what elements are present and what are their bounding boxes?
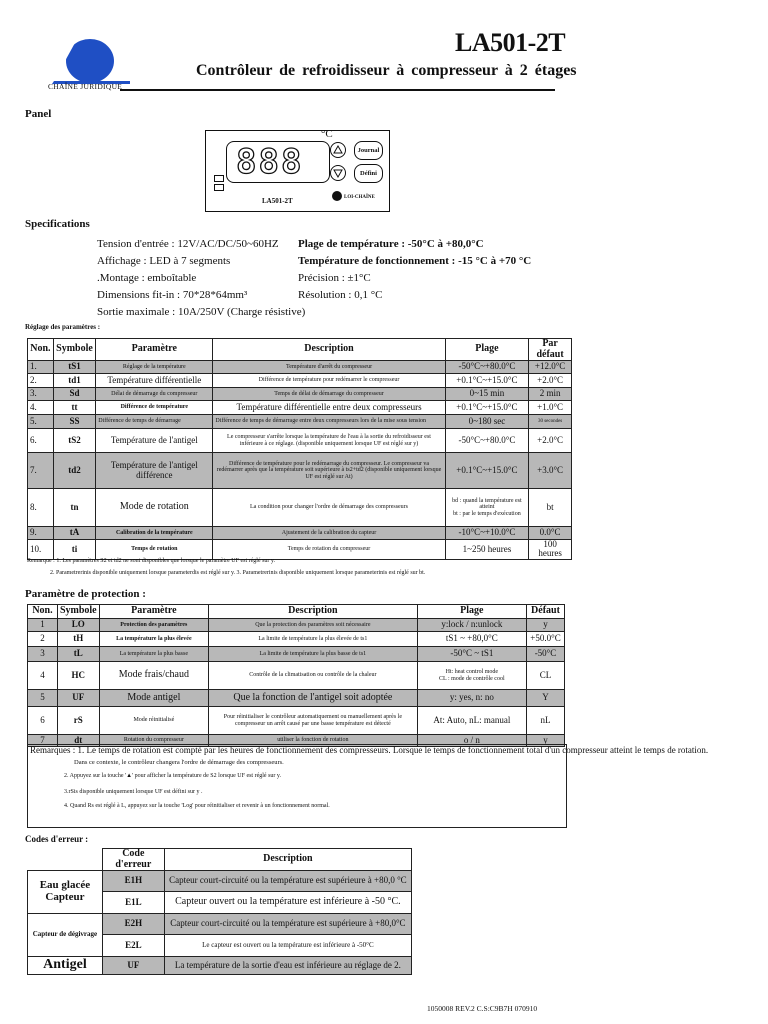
protection-table [27, 604, 565, 747]
protection-remarks-box [27, 744, 709, 828]
protection-remark: 3.rSis disponible uniquement lorsque UF est défini sur y . [64, 789, 203, 795]
params-remark-2: 2. Parametrerinis disponible uniquement lorsque parameterdis est réglé sur y. 3. Parametrerinis disponible uniquement lorsque parameterinis est réglé sur bt. [50, 570, 426, 576]
panel-model-label: LA501-2T [262, 197, 293, 205]
table-row [28, 527, 572, 540]
cell: La condition pour changer l'ordre de démarrage des compresseurs [213, 489, 445, 527]
footer-revision: 1050008 REV.2 C.S:C9B7H 070910 [427, 1004, 538, 1013]
cell: tL [57, 647, 99, 662]
indicator-leds [206, 173, 222, 193]
cell: -50°C ~ tS1 [417, 647, 526, 662]
cell: 1. [28, 361, 54, 374]
col-header: Description [213, 339, 445, 361]
cell: +2.0°C [529, 429, 572, 453]
cell: td1 [53, 374, 95, 388]
error-codes-table [27, 848, 412, 975]
cell: tA [53, 527, 95, 540]
cell: 1~250 heures [445, 540, 529, 560]
cell: 4. [28, 401, 54, 415]
params-heading: Réglage des paramètres : [25, 323, 101, 331]
cell: Capteur ouvert ou la température est inférieure à -50 °C. [164, 892, 411, 914]
seven-segment-digits: 888 [236, 142, 304, 182]
spec-item: Précision : ±1°C [298, 272, 371, 284]
cell: 1 [28, 619, 58, 632]
cell: LO [57, 619, 99, 632]
cell: 30 secondes [529, 415, 572, 429]
cell: 4 [28, 662, 58, 690]
cell: 0~15 min [445, 388, 529, 401]
protection-remark: Dans ce contexte, le contrôleur changera l'ordre de démarrage des compresseurs. [74, 759, 284, 766]
cell: E2H [102, 914, 164, 935]
col-header: Par défaut [529, 339, 572, 361]
cell: Température de l'antigel différence [96, 453, 213, 489]
cell: Que la fonction de l'antigel soit adoptée [209, 690, 418, 707]
cell: Réglage de la température [96, 361, 213, 374]
col-header: Paramètre [96, 339, 213, 361]
cell: Rotation du compresseur [99, 735, 208, 747]
cell: -50°C [527, 647, 565, 662]
cell: E2L [102, 935, 164, 957]
cell: Température de l'antigel [96, 429, 213, 453]
cell: Contrôle de la climatisation ou contrôle de la chaleur [209, 662, 418, 690]
cell: Le capteur est ouvert ou la température est inférieure à -50°C [164, 935, 411, 957]
cell: Mode frais/chaud [99, 662, 208, 690]
cell: 5. [28, 415, 54, 429]
journal-button[interactable]: Journal [354, 141, 383, 160]
cell: Capteur court-circuité ou la température est supérieure à +80,0°C [164, 914, 411, 935]
document-subtitle: Contrôleur de refroidisseur à compresseur à 2 étages [196, 62, 577, 79]
cell: td2 [53, 453, 95, 489]
cell: tS1 [53, 361, 95, 374]
cell: La limite de température la plus basse de ts1 [209, 647, 418, 662]
cell: 2 [28, 632, 58, 647]
col-header: Plage [417, 605, 526, 619]
cell: -50°C~+80.0°C [445, 361, 529, 374]
cell: tS1 ~ +80,0°C [417, 632, 526, 647]
cell: 10. [28, 540, 54, 560]
cell: Température d'arrêt du compresseur [213, 361, 445, 374]
cell: Délai de démarrage du compresseur [96, 388, 213, 401]
params-remark-1: Remarque : 1. Les paramètres S2 et td2 ne sont disponibles que lorsque le paramètre UF est réglé sur y. [27, 558, 276, 564]
spec-item: .Montage : emboîtable [97, 272, 197, 284]
cell: Différence de temps de démarrage [96, 415, 213, 429]
cell: Ajustement de la calibration du capteur [213, 527, 445, 540]
cell: Différence de température pour redémarrer le compresseur [213, 374, 445, 388]
cell: Différence de température [96, 401, 213, 415]
table-row [28, 401, 572, 415]
col-header: Symbole [53, 339, 95, 361]
protection-remark: Remarques : 1. Le temps de rotation est compté par les heures de fonctionnement des compresseurs. Lorsque le temps de fonctionnement total d'un compresseur atteint le temps de rotation. [30, 745, 709, 755]
cell: 6. [28, 429, 54, 453]
table-row [28, 388, 572, 401]
cell: UF [57, 690, 99, 707]
cell: Différence de température pour le redémarrage du compresseur. Le compresseur va redémarrer après que la température soit supérieure à ts2+td2 (disponible uniquement lorsque UF est réglé sur At) [213, 453, 445, 489]
protection-remark: 4. Quand Rs est réglé à L, appuyez sur la touche 'Log' pour réinitialiser et revenir à un fonctionnement normal. [64, 803, 330, 809]
col-header: Symbole [57, 605, 99, 619]
col-header: Code d'erreur [102, 849, 164, 871]
cell: utiliser la fonction de rotation [209, 735, 418, 747]
table-row [28, 374, 572, 388]
cell: dt [57, 735, 99, 747]
cell: rS [57, 707, 99, 735]
title-rule [120, 89, 555, 91]
table-row [28, 632, 565, 647]
cell: La température la plus basse [99, 647, 208, 662]
spec-item: Sortie maximale : 10A/250V (Charge résistive) [97, 306, 306, 318]
cell: Y [527, 690, 565, 707]
cell: 7. [28, 453, 54, 489]
cell: tt [53, 401, 95, 415]
cell: Ht: heat control mode CL : mode de contrôle cool [417, 662, 526, 690]
spec-item: Affichage : LED à 7 segments [97, 255, 231, 267]
model-title: LA501-2T [455, 28, 566, 57]
cell: 3 [28, 647, 58, 662]
cell: 0~180 sec [445, 415, 529, 429]
controller-panel-drawing [205, 130, 390, 212]
cell: +0.1°C~+15.0°C [445, 401, 529, 415]
table-row [28, 429, 572, 453]
cell: tH [57, 632, 99, 647]
cell: HC [57, 662, 99, 690]
cell: La limite de température la plus élevée de ts1 [209, 632, 418, 647]
cell: ti [53, 540, 95, 560]
spec-item: Plage de température : -50°C à +80,0°C [298, 238, 484, 250]
cell: 7 [28, 735, 58, 747]
table-row [28, 690, 565, 707]
cell: La température de la sortie d'eau est inférieure au réglage de 2. [164, 957, 411, 975]
cell: La température la plus élevée [99, 632, 208, 647]
degree-mark: °C [321, 128, 333, 140]
spec-left-list [97, 236, 305, 321]
cell: Mode antigel [99, 690, 208, 707]
spec-item: Tension d'entrée : 12V/AC/DC/50~60HZ [97, 238, 279, 250]
cell: 100 heures [529, 540, 572, 560]
params-table [27, 338, 572, 560]
errors-heading: Codes d'erreur : [25, 834, 89, 844]
cell: Temps de délai de démarrage du compresseur [213, 388, 445, 401]
table-header-row [28, 849, 412, 871]
cell: bd : quand la température est atteint bt : par le temps d'exécution [445, 489, 529, 527]
table-row [28, 662, 565, 690]
cell: Temps de rotation du compresseur [213, 540, 445, 560]
cell: y [527, 735, 565, 747]
col-header: Paramètre [99, 605, 208, 619]
cell: E1L [102, 892, 164, 914]
spec-right-list [298, 236, 531, 304]
cell: Température différentielle [96, 374, 213, 388]
cell: UF [102, 957, 164, 975]
cell: +0.1°C~+15.0°C [445, 453, 529, 489]
cell: +1.0°C [529, 401, 572, 415]
cell: 5 [28, 690, 58, 707]
cell: 3. [28, 388, 54, 401]
cell: 6 [28, 707, 58, 735]
cell: y:lock / n:unlock [417, 619, 526, 632]
cell: -10°C~+10.0°C [445, 527, 529, 540]
error-group: Capteur de dégivrage [28, 914, 103, 957]
cell: 9. [28, 527, 54, 540]
up-down-arrow-icon[interactable] [330, 141, 346, 183]
table-row [28, 707, 565, 735]
table-row [28, 914, 412, 935]
cell: E1H [102, 871, 164, 892]
cell: Capteur court-circuité ou la température est supérieure à +80,0 °C [164, 871, 411, 892]
cell: Le compresseur s'arrête lorsque la température de l'eau à la sortie du refroidisseur est inférieure à ce réglage. (disponible uniquement lorsque UF est réglé sur y) [213, 429, 445, 453]
cell: bt [529, 489, 572, 527]
cell: +50.0°C [527, 632, 565, 647]
error-group: Antigel [28, 957, 103, 975]
panel-heading: Panel [25, 108, 52, 120]
logo-text: CHAÎNE JURIDIQUE [48, 82, 123, 91]
cell: tn [53, 489, 95, 527]
protection-heading: Paramètre de protection : [25, 588, 146, 600]
cell: Mode de rotation [96, 489, 213, 527]
error-group: Eau glacée Capteur [28, 871, 103, 914]
cell: SS [53, 415, 95, 429]
spec-item: Température de fonctionnement : -15 °C à +70 °C [298, 255, 532, 267]
spec-item: Résolution : 0,1 °C [298, 289, 383, 301]
cell: 0.0°C [529, 527, 572, 540]
brand-icon [332, 191, 342, 201]
protection-remark: 2. Appuyez sur la touche '▲' pour afficher la température de S2 lorsque UF est réglé sur y. [64, 773, 282, 779]
cell: y: yes, n: no [417, 690, 526, 707]
table-row [28, 647, 565, 662]
table-row [28, 957, 412, 975]
cell: +2.0°C [529, 374, 572, 388]
cell: Pour réinitialiser le contrôleur automatiquement ou manuellement après le compresseur un arrêt causé par une basse température est détecté [209, 707, 418, 735]
col-header: Non. [28, 605, 58, 619]
table-header-row [28, 339, 572, 361]
cell: +0.1°C~+15.0°C [445, 374, 529, 388]
col-header: Description [164, 849, 411, 871]
cell: y [527, 619, 565, 632]
cell: 2 min [529, 388, 572, 401]
cell: +12.0°C [529, 361, 572, 374]
table-row [28, 361, 572, 374]
cell: Différence de temps de démarrage entre deux compresseurs lors de la mise sous tension [213, 415, 445, 429]
table-header-row [28, 605, 565, 619]
cell: -50°C~+80.0°C [445, 429, 529, 453]
table-row [28, 489, 572, 527]
cell: tS2 [53, 429, 95, 453]
cell: o / n [417, 735, 526, 747]
col-header: Plage [445, 339, 529, 361]
cell: +3.0°C [529, 453, 572, 489]
cell: 8. [28, 489, 54, 527]
table-row [28, 415, 572, 429]
cell: 2. [28, 374, 54, 388]
cell: Protection des paramètres [99, 619, 208, 632]
table-row [28, 871, 412, 892]
cell: nL [527, 707, 565, 735]
cell: Sd [53, 388, 95, 401]
panel-brand: LOI-CHAÎNE [344, 195, 375, 200]
table-row [28, 540, 572, 560]
cell: Température différentielle entre deux compresseurs [213, 401, 445, 415]
cell: Calibration de la température [96, 527, 213, 540]
col-header: Non. [28, 339, 54, 361]
table-row [28, 619, 565, 632]
specifications-heading: Specifications [25, 218, 90, 230]
spec-item: Dimensions fit-in : 70*28*64mm³ [97, 289, 248, 301]
define-button[interactable]: Défini [354, 164, 383, 183]
col-header: Défaut [527, 605, 565, 619]
col-header: Description [209, 605, 418, 619]
cell: Temps de rotation [96, 540, 213, 560]
cell: Mode réinitialisé [99, 707, 208, 735]
cell: At: Auto, nL: manual [417, 707, 526, 735]
cell: Que la protection des paramètres soit nécessaire [209, 619, 418, 632]
cell: CL [527, 662, 565, 690]
table-row [28, 453, 572, 489]
